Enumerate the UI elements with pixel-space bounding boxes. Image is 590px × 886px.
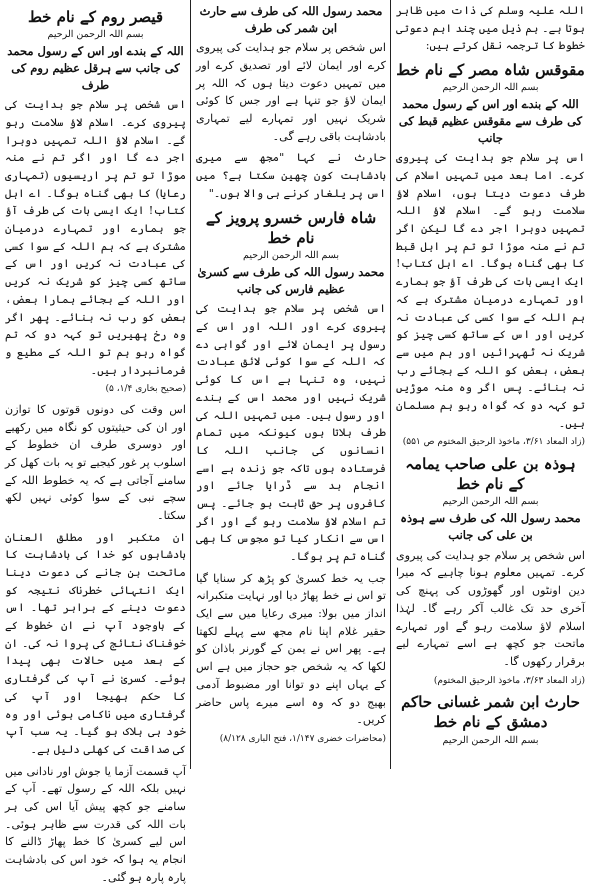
harith-letter-heading: حارث ابن شمر غسانی حاکم دمشق کے نام خط [401,693,580,732]
caesar-letter-heading: قیصر روم کے نام خط [27,8,164,26]
left-column [0,0,191,884]
hawza-letter-heading: ہوذہ بن علی صاحب یمامہ کے نام خط [405,454,576,494]
letter-body: اس شخص پر سلام جو ہدایت کی پیروی کرے اور ایمان لائے اور تصدیق کرے اور میں تمہیں دعوت دیتا ہوں کہ اللہ پر ایمان لاؤ جو تنہا ہے اور جس کا کوئی شریک نہیں اور تمہارے لیے تمہاری بادشاہت باقی رہے گی۔ [196,41,386,143]
muqawqis-letter-heading: مقوقس شاہ مصر کے نام خط [396,61,585,80]
bismillah: بسم اللہ الرحمن الرحیم [442,82,539,94]
letter-body: اس پر سلام جو ہدایت کی پیروی کرے۔ اما بعد میں تمہیں اسلام کی طرف دعوت دیتا ہوں، اسلام لاؤ سلامت رہو گے۔ اسلام لاؤ اللہ تمہیں دوہرا اجر دے گا لیکن اگر تم نے منہ موڑا تو تم پر اہل قبط کا بھی گناہ ہوگا۔ اے اہل کتاب! ایک ایسی بات کی طرف آؤ جو ہمارے اور تمہارے درمیان مشترک ہے کہ ہم اللہ کے سوا کسی کی عبادت نہ کریں اور اس کے ساتھ کسی چیز کو شریک نہ ٹھہرائیں اور ہم میں سے بعض، بعض کو اللہ کے بجائے رب نہ بنائے۔ پس اگر وہ منہ موڑیں تو کہہ دو کہ گواہ رہو ہم مسلمان ہیں۔ [396,151,585,430]
analysis-paragraph: ان متکبر اور مطلق العنان بادشاہوں کو خدا کی بادشاہت کا ماتحت بن جانے کی دعوت دینا ایک انتہائی خطرناک نتیجہ کو دعوت دینے کے برابر تھا۔ اس کے باوجود آپ نے ان خطوط کے خوفناک نتائج کی پروا نہ کی۔ ان کے بعد میں حالات بھی پیدا ہوئے۔ کسریٰ نے آپ کی گرفتاری کا حکم بھیجا اور آپ کی گرفتاری میں ناکامی ہوئی اور وہ خود ہی ہلاک ہو گیا۔ یہ سب آپ کی صداقت کی کھلی دلیل ہے۔ [5,530,186,756]
letter-body: اس شخص پر سلام جو ہدایت کی پیروی کرے۔ تمہیں معلوم ہونا چاہیے کہ میرا دین اونٹوں اور گھوڑوں کی پہنچ کی آخری حد تک غالب آکر رہے گا۔ لہٰذا اسلام لاؤ سلامت رہو گے اور تمہارے ماتحت جو کچھ ہے اسے تمہارے لیے برقرار رکھوں گا۔ [396,548,585,668]
letter-address: محمد رسول اللہ کی طرف سے ہوذہ بن علی کی جانب [400,511,581,543]
bismillah: بسم اللہ الرحمن الرحیم [243,250,339,262]
analysis-paragraph: آپ قسمت آزما یا جوش اور نادانی میں نہیں بلکہ اللہ کے رسول تھے۔ آپ کے سامنے جو کچھ پیش آیا اس کی ہر بات اللہ کی قدرت سے ظاہر ہوئی۔ اس لیے کسریٰ کا خط پھاڑ ڈالنے کا انجام یہ ہوا کہ خود اس کی بادشاہت پارہ پارہ ہو گئی۔ [5,764,186,884]
citation: (صحیح بخاری ۱/۴، ۵) [105,384,186,395]
bismillah: بسم اللہ الرحمن الرحیم [47,29,144,41]
intro-paragraph: اللہ علیہ وسلم کی ذات میں ظاہر ہوتا ہے۔ ہم ذیل میں چند اہم دعوتی خطوط کا ترجمہ نقل کرتے ہیں: [396,4,585,53]
bismillah: بسم اللہ الرحمن الرحیم [442,496,539,508]
analysis-paragraph: اس وقت کی دونوں قوتوں کا توازن اور ان کی حیثیتوں کو نگاہ میں رکھیے اور دوسری طرف ان خطوط کے اسلوب پر غور کیجیے تو یہ بات کھل کر سامنے آجاتی ہے کہ یہ خطوط اللہ کے سچے نبی کے سوا کوئی نہیں لکھ سکتا۔ [5,402,186,522]
letter-address: اللہ کے بندے اور اس کے رسول محمد کی طرف سے مقوقس عظیم قبط کی جانب [398,97,583,145]
narrative-paragraph: جب یہ خط کسریٰ کو پڑھ کر سنایا گیا تو اس نے خط پھاڑ دیا اور نہایت متکبرانہ انداز میں بولا: میری رعایا میں سے ایک حقیر غلام اپنا نام مجھ سے پہلے لکھتا ہے۔ پھر اس نے یمن کے گورنر باذان کو لکھا کہ یہ شخص جو حجاز میں ہے اس کے یہاں اپنے دو توانا اور مضبوط آدمی بھیج دو کہ وہ اسے میرے پاس حاضر کریں۔ [196,571,386,727]
letter-address: اللہ کے بندے اور اس کے رسول محمد کی جانب سے ہرقل عظیم روم کی طرف [7,44,184,92]
reaction-paragraph: حارث نے کہا "مجھ سے میری بادشاہت کون چھین سکتا ہے؟ میں اس پر یلغار کرنے ہی والا ہوں۔" [196,151,386,200]
letter-body: اس شخص پر سلام جو ہدایت کی پیروی کرے اور اللہ اور اس کے رسول پر ایمان لائے اور گواہی دے کہ اللہ کے سوا کوئی لائق عبادت نہیں، وہ تنہا ہے اس کا کوئی شریک نہیں اور محمد اس کے بندے اور رسول ہیں۔ میں تمہیں اللہ کی طرف بلاتا ہوں کیونکہ میں تمام انسانوں کی جانب اللہ کا فرستادہ ہوں تاکہ جو زندہ ہے اسے انجام بد سے ڈرایا جائے اور کافروں پر حق ثابت ہو جائے۔ پس تم اسلام لاؤ سلامت رہو گے اور اگر اس سے انکار کیا تو مجوس کا بھی گناہ تم پر ہوگا۔ [196,302,386,563]
letter-address: محمد رسول اللہ کی طرف سے حارث ابن شمر کی طرف [199,4,383,35]
khusraw-letter-heading: شاہ فارس خسرو پرویز کے نام خط [205,208,377,247]
middle-column [191,0,391,769]
citation: (زاد المعاد ۳/۶۳، ماخوذ الرحیق المختوم) [433,675,585,686]
citation: (زاد المعاد ۳/۶۱، ماخوذ الرحیق المختوم ص ۵۵۱) [402,437,585,448]
bismillah: بسم اللہ الرحمن الرحیم [442,734,539,746]
letter-address: محمد رسول اللہ کی طرف سے کسریٰ عظیم فارس کی جانب [197,265,385,296]
letter-body: اس شخص پر سلام جو ہدایت کی پیروی کرے۔ اسلام لاؤ سلامت رہو گے۔ اسلام لاؤ اللہ تمہیں دوہرا اجر دے گا اور اگر تم نے منہ موڑا تو تم پر اریسیوں (تمہاری رعایا) کا بھی گناہ ہوگا۔ اے اہل کتاب! ایک ایسی بات کی طرف آؤ جو ہمارے اور تمہارے درمیان مشترک ہے کہ ہم اللہ کے سوا کسی کی عبادت نہ کریں اور اس کے ساتھ کسی چیز کو شریک نہ کریں اور اللہ کے بجائے ہمارا بعض، بعض کو رب نہ بنائے۔ پھر اگر وہ رخ پھیریں تو کہہ دو کہ تم گواہ رہو ہم تو اللہ کے مطیع و فرمانبردار ہیں۔ [5,98,186,377]
right-column [391,0,590,769]
citation: (محاضرات خضری ۱/۱۴۷، فتح الباری ۸/۱۲۸) [219,733,386,744]
